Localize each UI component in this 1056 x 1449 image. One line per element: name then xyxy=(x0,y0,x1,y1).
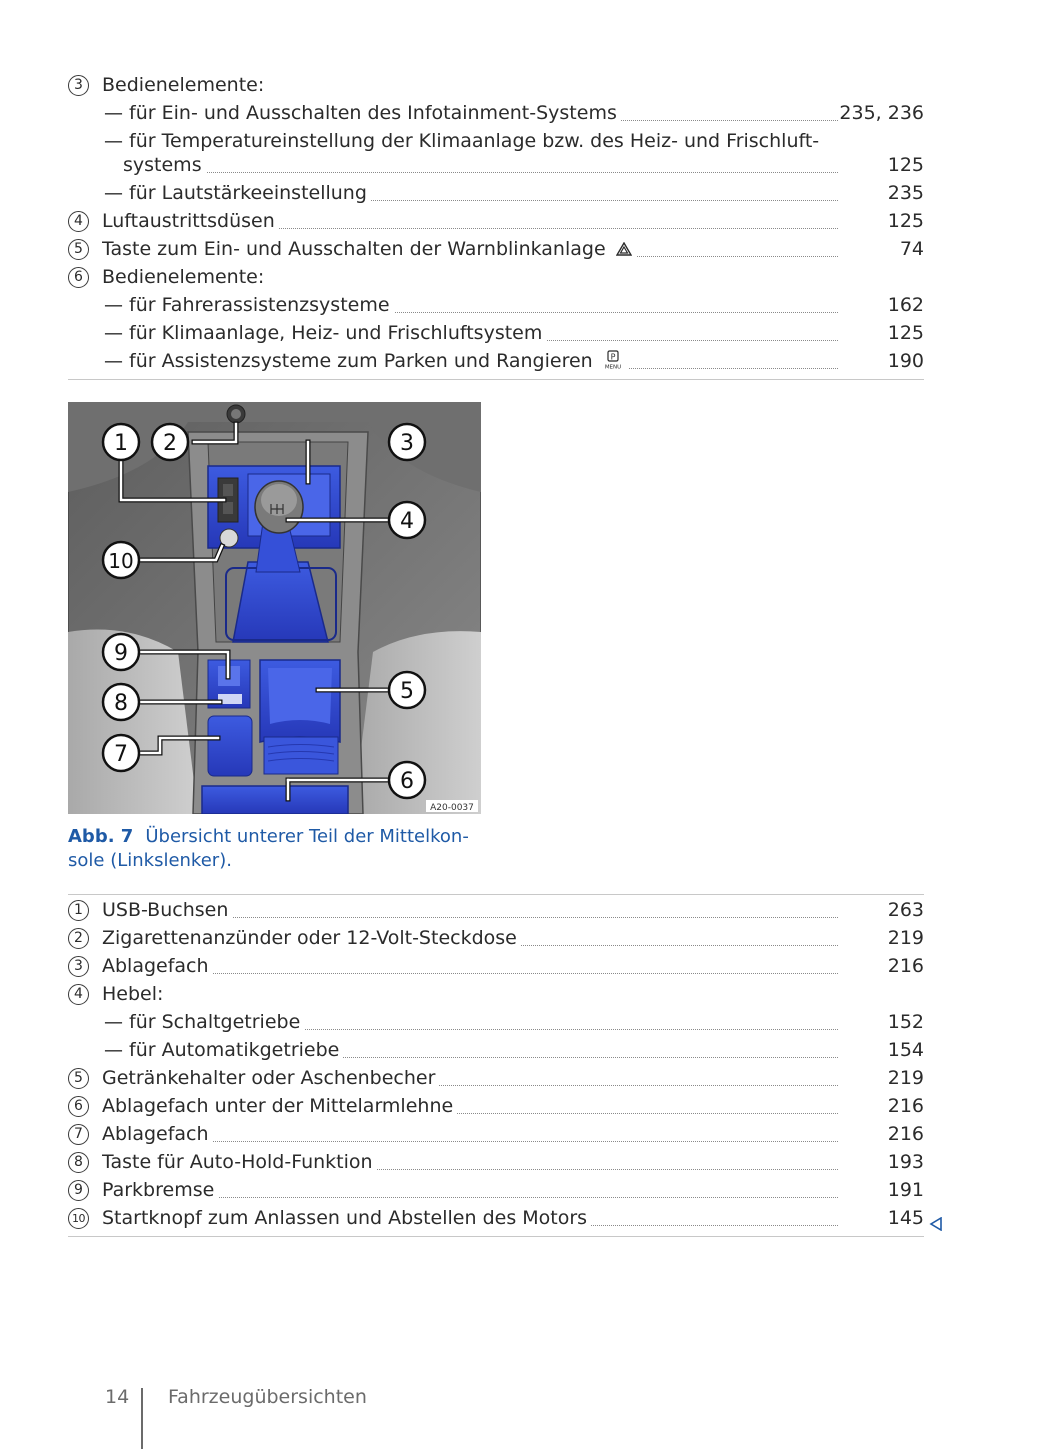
item-page: 219 xyxy=(887,1067,924,1089)
callout-5 xyxy=(389,672,425,708)
page-number: 14 xyxy=(105,1386,130,1408)
list-item xyxy=(68,151,924,179)
list-item xyxy=(68,1176,924,1204)
list-item xyxy=(68,924,924,952)
list-item xyxy=(68,291,924,319)
list-item xyxy=(68,319,924,347)
item-marker: 1 xyxy=(68,900,89,921)
callout-label: 9 xyxy=(114,641,128,666)
callout-1 xyxy=(103,424,139,460)
item-page: 235, 236 xyxy=(839,102,924,124)
item-page: 74 xyxy=(899,238,924,260)
hazard-warning-icon xyxy=(616,242,632,256)
list-item xyxy=(68,1036,924,1064)
item-label: — für Schaltgetriebe xyxy=(104,1008,838,1036)
item-page: 235 xyxy=(887,182,924,204)
item-marker: 2 xyxy=(68,928,89,949)
item-marker: 3 xyxy=(68,75,89,96)
list-item xyxy=(68,235,924,263)
callout-label: 6 xyxy=(400,769,414,794)
caption-label: Abb. 7 xyxy=(68,826,134,847)
list-item xyxy=(68,1008,924,1036)
item-label: — für Assistenzsysteme zum Parken und Rangieren P MENU xyxy=(104,347,838,375)
callout-7 xyxy=(103,735,139,771)
divider xyxy=(68,1236,924,1237)
callout-label: 10 xyxy=(108,549,134,573)
figure-caption xyxy=(68,825,488,873)
item-label: Luftaustrittsdüsen xyxy=(102,207,838,235)
item-label: Ablagefach unter der Mittelarmlehne xyxy=(102,1092,838,1120)
callout-label: 5 xyxy=(400,679,414,704)
item-label: Bedienelemente: xyxy=(102,71,838,99)
item-page: 145 xyxy=(887,1207,924,1229)
parking-menu-icon xyxy=(602,350,624,370)
list-item xyxy=(68,1064,924,1092)
item-label: Ablagefach xyxy=(102,1120,838,1148)
item-label: Taste für Auto-Hold-Funktion xyxy=(102,1148,838,1176)
divider xyxy=(68,894,924,895)
callout-2 xyxy=(152,424,188,460)
item-marker: 10 xyxy=(68,1208,89,1229)
item-page: 125 xyxy=(887,322,924,344)
item-label: Parkbremse xyxy=(102,1176,838,1204)
item-label: — für Lautstärkeeinstellung xyxy=(104,179,838,207)
caption-text: Übersicht unterer Teil der Mittelkon- sole (Linkslenker). xyxy=(68,826,469,871)
item-label: — für Fahrerassistenzsysteme xyxy=(104,291,838,319)
list-item xyxy=(68,347,924,375)
callout-label: 8 xyxy=(114,691,128,716)
callout-6 xyxy=(389,762,425,798)
item-marker: 6 xyxy=(68,1096,89,1117)
callout-4 xyxy=(389,502,425,538)
item-label: Ablagefach xyxy=(102,952,838,980)
center-console-figure xyxy=(68,402,481,814)
item-label: Hebel: xyxy=(102,980,838,1008)
callout-label: 4 xyxy=(400,509,414,534)
item-page: 191 xyxy=(887,1179,924,1201)
item-page: 125 xyxy=(887,154,924,176)
list-item xyxy=(68,263,924,291)
list-item xyxy=(68,99,924,127)
list-item xyxy=(68,1120,924,1148)
divider xyxy=(68,379,924,380)
item-page: 190 xyxy=(887,350,924,372)
item-marker: 5 xyxy=(68,239,89,260)
item-marker: 7 xyxy=(68,1124,89,1145)
callout-9 xyxy=(103,634,139,670)
center-console-illustration xyxy=(68,402,481,814)
item-page: 152 xyxy=(887,1011,924,1033)
item-label: — für Automatikgetriebe xyxy=(104,1036,838,1064)
item-marker: 9 xyxy=(68,1180,89,1201)
item-page: 216 xyxy=(887,955,924,977)
list-item xyxy=(68,179,924,207)
item-marker: 8 xyxy=(68,1152,89,1173)
list-item xyxy=(68,1148,924,1176)
callout-10 xyxy=(103,542,139,578)
item-label: systems xyxy=(123,151,838,179)
list-item xyxy=(68,1204,924,1232)
callout-8 xyxy=(103,684,139,720)
list-item xyxy=(68,952,924,980)
svg-text:MENU: MENU xyxy=(604,364,621,370)
callout-label: 7 xyxy=(114,742,128,767)
item-page: 263 xyxy=(887,899,924,921)
item-page: 125 xyxy=(887,210,924,232)
item-label: Startknopf zum Anlassen und Abstellen des Motors xyxy=(102,1204,838,1232)
callout-label: 2 xyxy=(163,431,177,456)
item-label: — für Ein- und Ausschalten des Infotainment-Systems xyxy=(104,99,838,127)
list-item xyxy=(68,207,924,235)
item-page: 193 xyxy=(887,1151,924,1173)
item-page: 219 xyxy=(887,927,924,949)
callout-label: 1 xyxy=(114,431,128,456)
item-page: 216 xyxy=(887,1123,924,1145)
footer-divider xyxy=(141,1388,143,1449)
item-label: — für Temperatureinstellung der Klimaanlage bzw. des Heiz- und Frischluft- xyxy=(104,127,924,155)
item-label: USB-Buchsen xyxy=(102,896,838,924)
item-label: Getränkehalter oder Aschenbecher xyxy=(102,1064,838,1092)
item-marker: 4 xyxy=(68,211,89,232)
item-marker: 3 xyxy=(68,956,89,977)
item-label: Zigarettenanzünder oder 12-Volt-Steckdose xyxy=(102,924,838,952)
list-item xyxy=(68,980,924,1008)
callout-label: 3 xyxy=(400,431,414,456)
item-label: — für Klimaanlage, Heiz- und Frischluftsystem xyxy=(104,319,838,347)
list-item xyxy=(68,71,924,99)
item-marker: 6 xyxy=(68,267,89,288)
item-marker: 5 xyxy=(68,1068,89,1089)
callout-3 xyxy=(389,424,425,460)
item-label: Bedienelemente: xyxy=(102,263,838,291)
item-label: Taste zum Ein- und Ausschalten der Warnblinkanlage xyxy=(102,235,838,263)
item-page: 162 xyxy=(887,294,924,316)
item-marker: 4 xyxy=(68,984,89,1005)
figure-code: A20-0037 xyxy=(430,803,474,813)
list-item xyxy=(68,1092,924,1120)
svg-text:P: P xyxy=(610,352,616,362)
list-item xyxy=(68,896,924,924)
section-end-triangle-icon xyxy=(929,1217,943,1231)
section-title: Fahrzeugübersichten xyxy=(168,1386,367,1408)
item-page: 216 xyxy=(887,1095,924,1117)
item-page: 154 xyxy=(887,1039,924,1061)
